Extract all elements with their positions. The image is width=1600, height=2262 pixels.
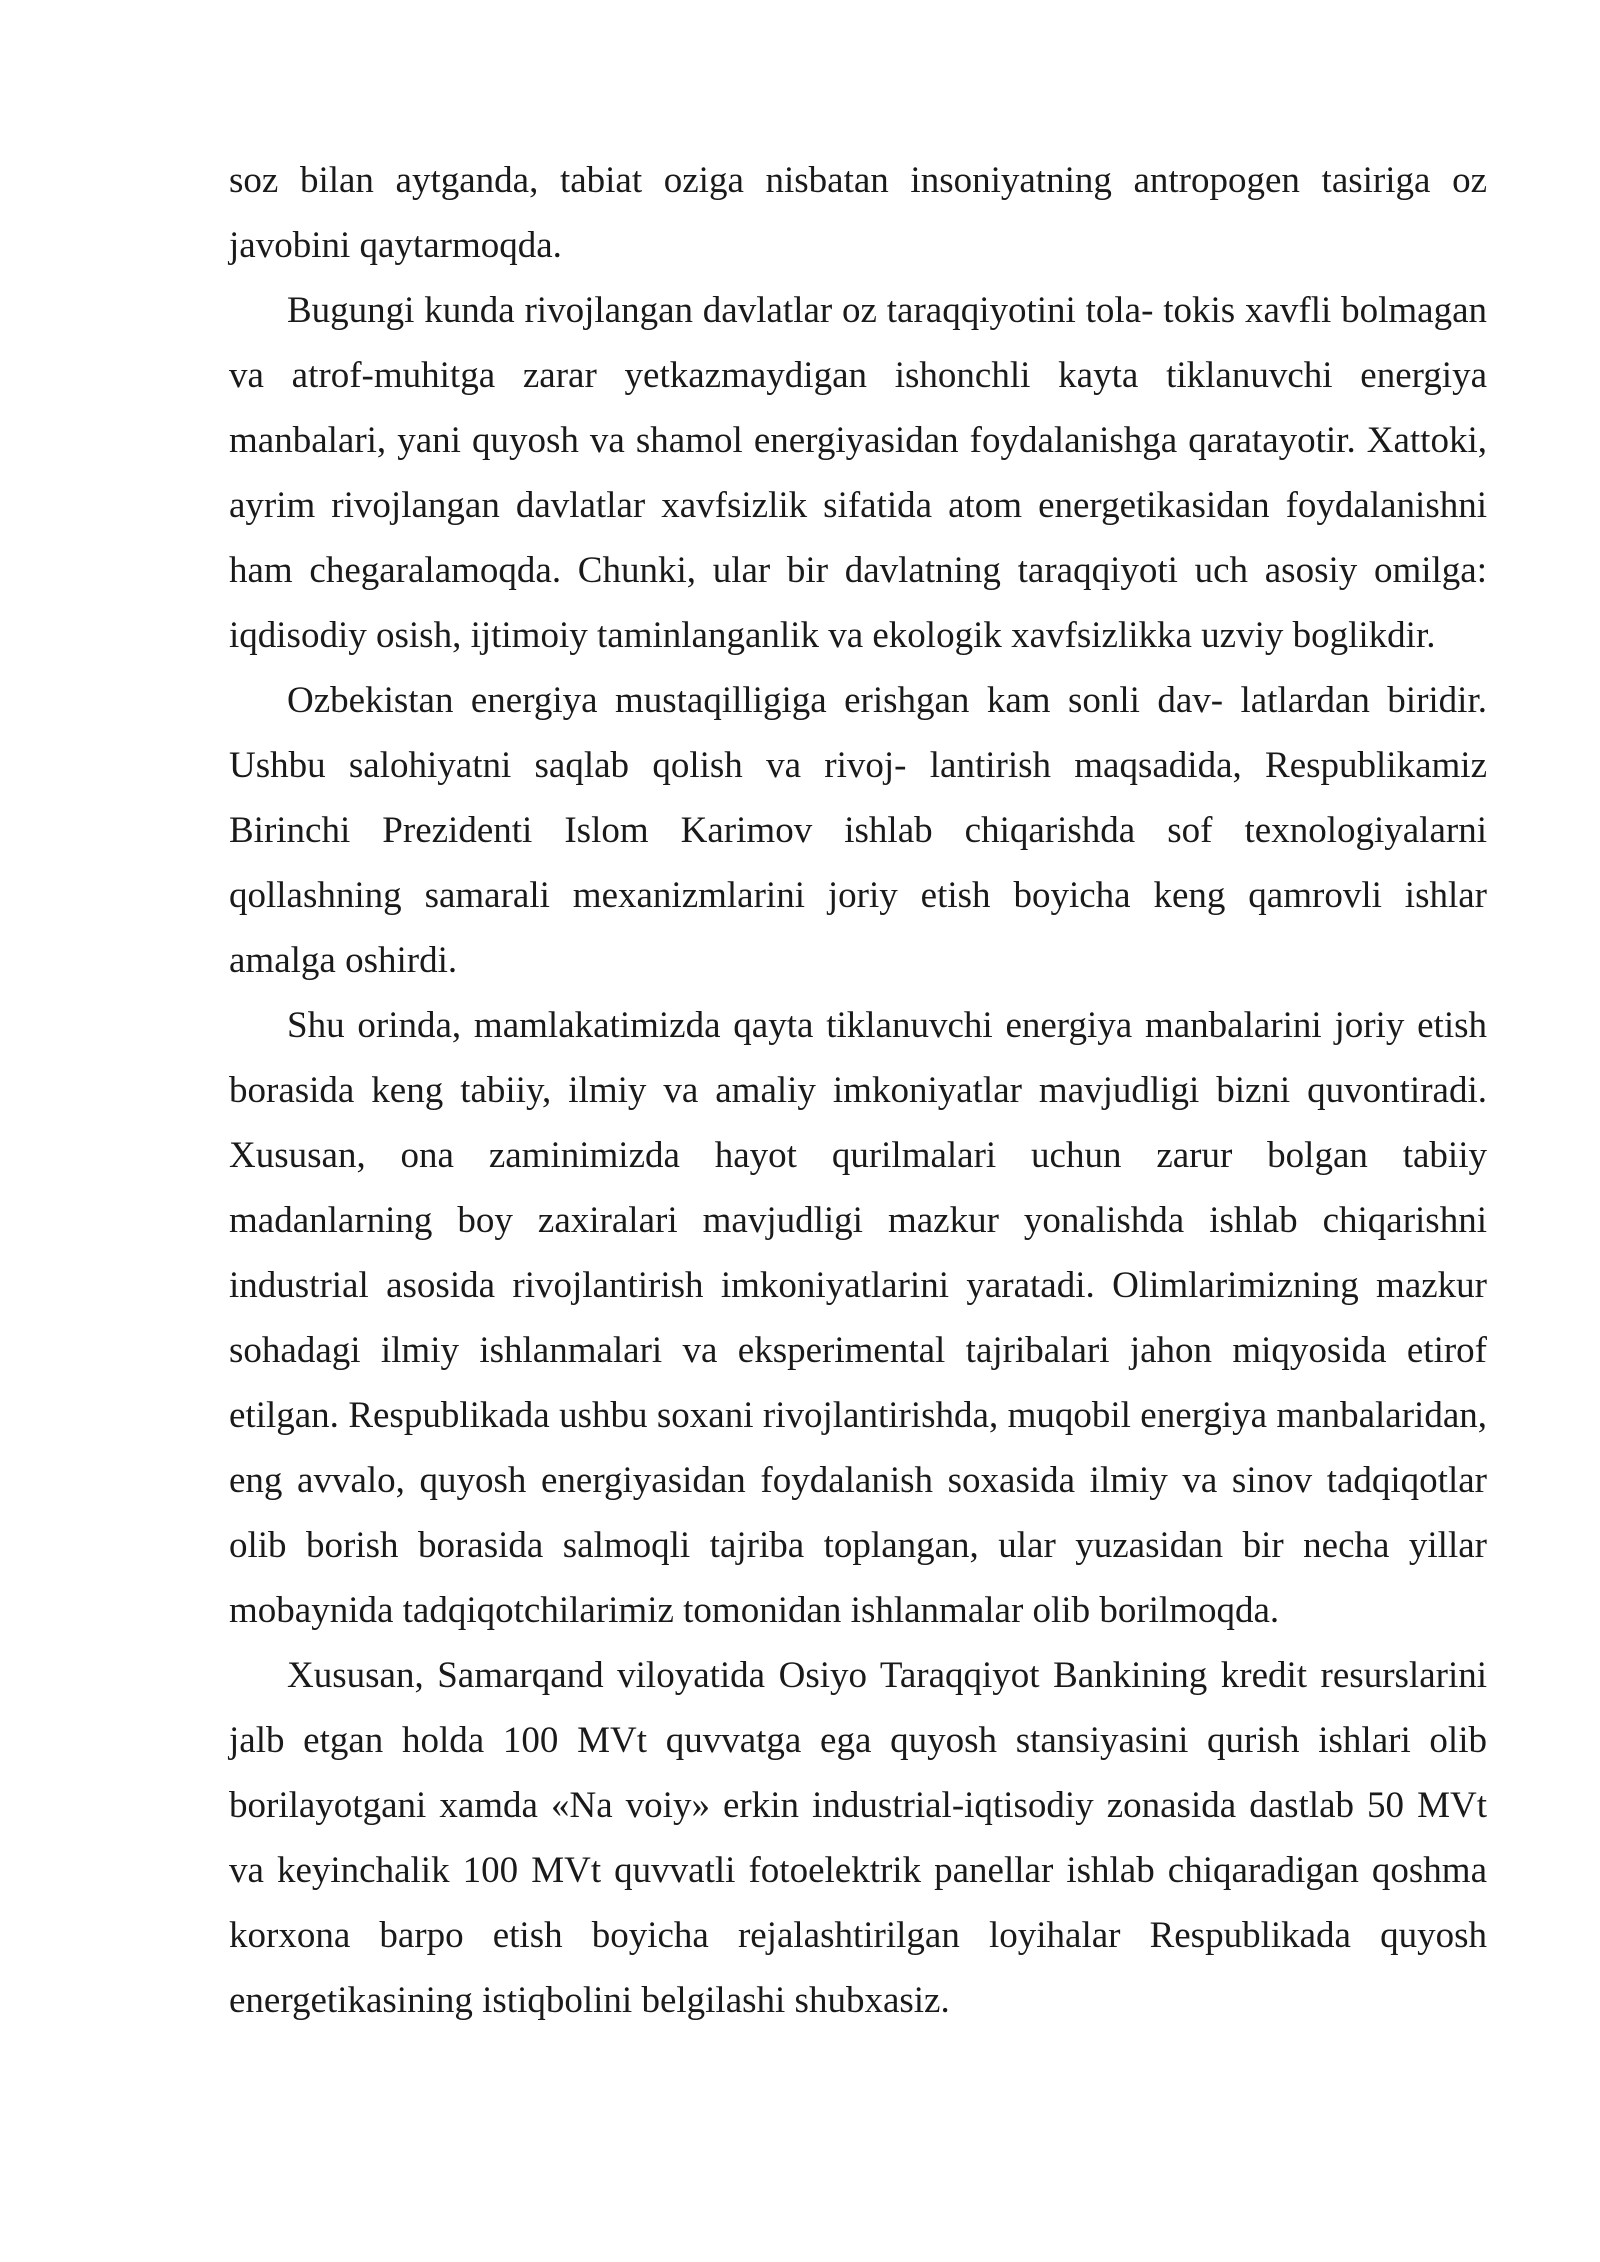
paragraph-3: Ozbekistan energiya mustaqilligiga erishgan kam sonli dav- latlardan biridir. Ushbu salohiyatni saqlab qolish va rivoj- lantirish maqsadida, Respublikamiz Birinchi Prezidenti Islom Karimov ishlab chiqarishda sof texnologiyalarni qollashning samarali mexanizmlarini joriy etish boyicha keng qamrovli ishlar amalga oshirdi. (229, 680, 1487, 981)
paragraph-1: soz bilan aytganda, tabiat oziga nisbatan insoniyatning antropogen tasiriga oz javobini qaytarmoqda. (229, 160, 1487, 266)
paragraph-4: Shu orinda, mamlakatimizda qayta tiklanuvchi energiya manbalarini joriy etish borasida keng tabiiy, ilmiy va amaliy imkoniyatlar mavjudligi bizni quvontiradi. Xususan, ona zaminimizda hayot qurilmalari uchun zarur bolgan tabiiy madanlarning boy zaxiralari mavjudligi mazkur yonalishda ishlab chiqarishni industrial asosida rivojlantirish imkoniyatlarini yaratadi. Olimlarimizning mazkur sohadagi ilmiy ishlanmalari va eksperimental tajribalari jahon miqyosida etirof etilgan. Respublikada ushbu soxani rivojlantirishda, muqobil energiya manbalaridan, eng avvalo, quyosh energiyasidan foydalanish soxasida ilmiy va sinov tadqiqotlar olib borish borasida salmoqli tajriba toplangan, ular yuzasidan bir necha yillar mobaynida tadqiqotchilarimiz tomonidan ishlanmalar olib borilmoqda. (229, 1005, 1487, 1631)
document-body (229, 148, 1487, 2033)
paragraph-5: Xususan, Samarqand viloyatida Osiyo Taraqqiyot Bankining kredit resurslarini jalb etgan holda 100 MVt quvvatga ega quyosh stansiyasini qurish ishlari olib borilayotgani xamda «Na voiy» erkin industrial-iqtisodiy zonasida dastlab 50 MVt va keyinchalik 100 MVt quvvatli fotoelektrik panellar ishlab chiqaradigan qoshma korxona barpo etish boyicha rejalashtirilgan loyihalar Respublikada quyosh energetikasining istiqbolini belgilashi shubxasiz. (229, 1655, 1487, 2021)
paragraph-2: Bugungi kunda rivojlangan davlatlar oz taraqqiyotini tola- tokis xavfli bolmagan va atrof-muhitga zarar yetkazmaydigan ishonchli kayta tiklanuvchi energiya manbalari, yani quyosh va shamol energiyasidan foydalanishga qaratayotir. Xattoki, ayrim rivojlangan davlatlar xavfsizlik sifatida atom energetikasidan foydalanishni ham chegaralamoqda. Chunki, ular bir davlatning taraqqiyoti uch asosiy omilga: iqdisodiy osish, ijtimoiy taminlanganlik va ekologik xavfsizlikka uzviy boglikdir. (229, 290, 1487, 656)
